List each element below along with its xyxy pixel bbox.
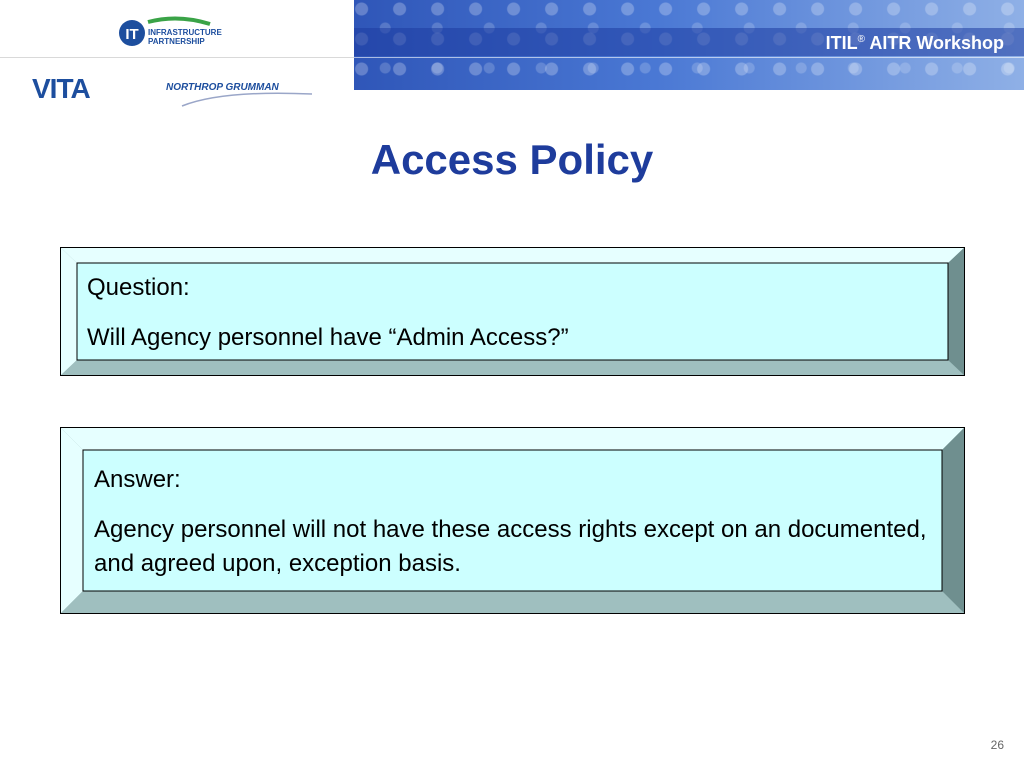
question-text: Will Agency personnel have “Admin Access?”: [87, 324, 569, 351]
it-partnership-logo: [118, 16, 238, 50]
page-title: Access Policy: [370, 136, 654, 183]
svg-text:PARTNERSHIP: PARTNERSHIP: [148, 37, 205, 46]
answer-box: [60, 427, 965, 614]
answer-label: Answer:: [94, 466, 181, 493]
vita-logo: [32, 74, 104, 100]
svg-text:IT: IT: [125, 26, 139, 43]
answer-text: Agency personnel will not have these access rights except on an documented, and agreed upon, exception basis.: [94, 516, 927, 577]
svg-text:INFRASTRUCTURE: INFRASTRUCTURE: [148, 28, 222, 37]
page-number: 26: [990, 738, 1004, 752]
question-box: [60, 247, 965, 376]
header-banner: [354, 0, 1024, 90]
svg-text:NORTHROP GRUMMAN: NORTHROP GRUMMAN: [166, 82, 279, 93]
northrop-grumman-logo: [162, 76, 322, 110]
question-label: Question:: [87, 274, 190, 301]
banner-line: [354, 57, 1024, 58]
svg-text:VITA: VITA: [32, 74, 90, 100]
workshop-title: ITIL® AITR Workshop: [825, 33, 1004, 53]
header-divider: [0, 57, 354, 58]
